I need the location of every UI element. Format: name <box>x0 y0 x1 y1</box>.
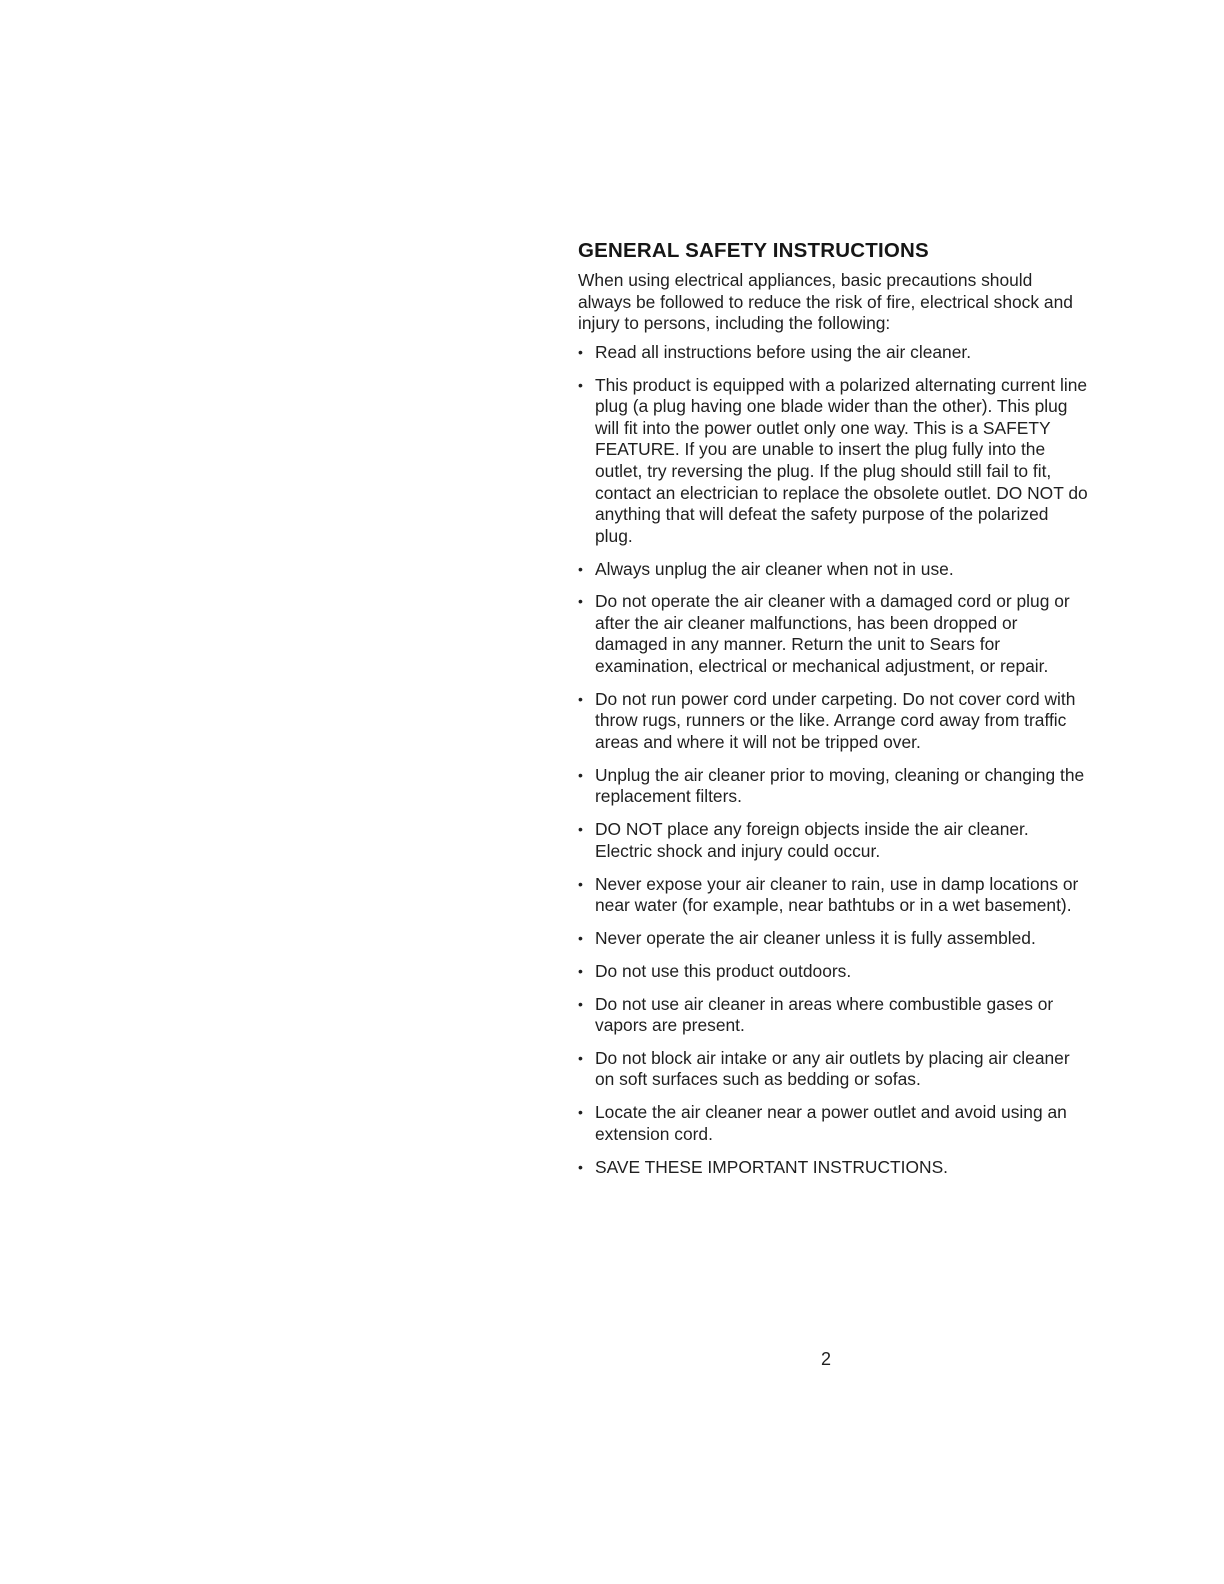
list-item-text: Do not operate the air cleaner with a damaged cord or plug or after the air cleaner malfunctions, has been dropped or damaged in any manner. Return the unit to Sears for examination, electrical or mechanical adjustment, or repair. <box>595 591 1070 677</box>
list-item-text: Do not block air intake or any air outlets by placing air cleaner on soft surfaces such as bedding or sofas. <box>595 1047 1070 1090</box>
list-item-text: Read all instructions before using the air cleaner. <box>595 341 972 362</box>
list-item-text: DO NOT place any foreign objects inside the air cleaner. Electric shock and injury could occur. <box>595 819 1029 861</box>
bullet-icon: • <box>578 821 583 838</box>
list-item-text: Never expose your air cleaner to rain, use in damp locations or near water (for example, near bathtubs or in a wet basement). <box>595 873 1079 916</box>
list-item <box>578 765 1090 808</box>
list-item <box>578 375 1090 548</box>
bullet-icon: • <box>578 376 583 393</box>
list-item-text: SAVE THESE IMPORTANT INSTRUCTIONS. <box>595 1156 949 1177</box>
bullet-icon: • <box>578 343 583 360</box>
list-item <box>578 1157 1090 1179</box>
list-item <box>578 994 1090 1037</box>
list-item-text: Do not use air cleaner in areas where combustible gases or vapors are present. <box>595 993 1054 1036</box>
bullet-icon: • <box>578 995 583 1012</box>
bullet-icon: • <box>578 690 583 707</box>
bullet-icon: • <box>578 1104 583 1121</box>
page-number: 2 <box>820 1349 831 1369</box>
list-item <box>578 342 1090 364</box>
list-item <box>578 874 1090 917</box>
bullet-icon: • <box>578 766 583 783</box>
list-item <box>578 689 1090 754</box>
bullet-icon: • <box>578 593 583 610</box>
list-item-text: This product is equipped with a polarized alternating current line plug (a plug having one blade wider than the other). This plug will fit into the power outlet only one way. This is a SAFETY FEATURE. If you are unable to insert the plug fully into the outlet, try reversing the plug. If the plug should still fail to fit, contact an electrician to replace the obsolete outlet. DO NOT do anything that will defeat the safety purpose of the polarized plug. <box>595 374 1088 546</box>
list-item <box>578 1102 1090 1145</box>
bullet-icon: • <box>578 560 583 577</box>
list-item <box>578 928 1090 950</box>
list-item <box>578 961 1090 983</box>
bullet-icon: • <box>578 1049 583 1066</box>
bullet-icon: • <box>578 929 583 946</box>
list-item-text: Do not use this product outdoors. <box>595 960 852 981</box>
list-item-text: Never operate the air cleaner unless it is fully assembled. <box>595 927 1036 948</box>
bullet-icon: • <box>578 875 583 892</box>
list-item <box>578 1048 1090 1091</box>
list-item <box>578 819 1090 862</box>
list-item-text: Do not run power cord under carpeting. Do not cover cord with throw rugs, runners or the like. Arrange cord away from traffic areas and where it will not be tripped over. <box>595 688 1076 753</box>
bullet-icon: • <box>578 962 583 979</box>
list-item-text: Locate the air cleaner near a power outlet and avoid using an extension cord. <box>595 1102 1067 1144</box>
list-item <box>578 559 1090 581</box>
safety-instructions-section <box>578 238 1090 1189</box>
bullet-icon: • <box>578 1158 583 1175</box>
list-item <box>578 591 1090 677</box>
instruction-list <box>578 342 1090 1178</box>
section-heading: GENERAL SAFETY INSTRUCTIONS <box>578 239 929 262</box>
list-item-text: Unplug the air cleaner prior to moving, cleaning or changing the replacement filters. <box>595 764 1085 807</box>
list-item-text: Always unplug the air cleaner when not in use. <box>595 558 954 579</box>
intro-paragraph: When using electrical appliances, basic precautions should always be followed to reduce the risk of fire, electrical shock and injury to persons, including the following: <box>578 270 1073 334</box>
